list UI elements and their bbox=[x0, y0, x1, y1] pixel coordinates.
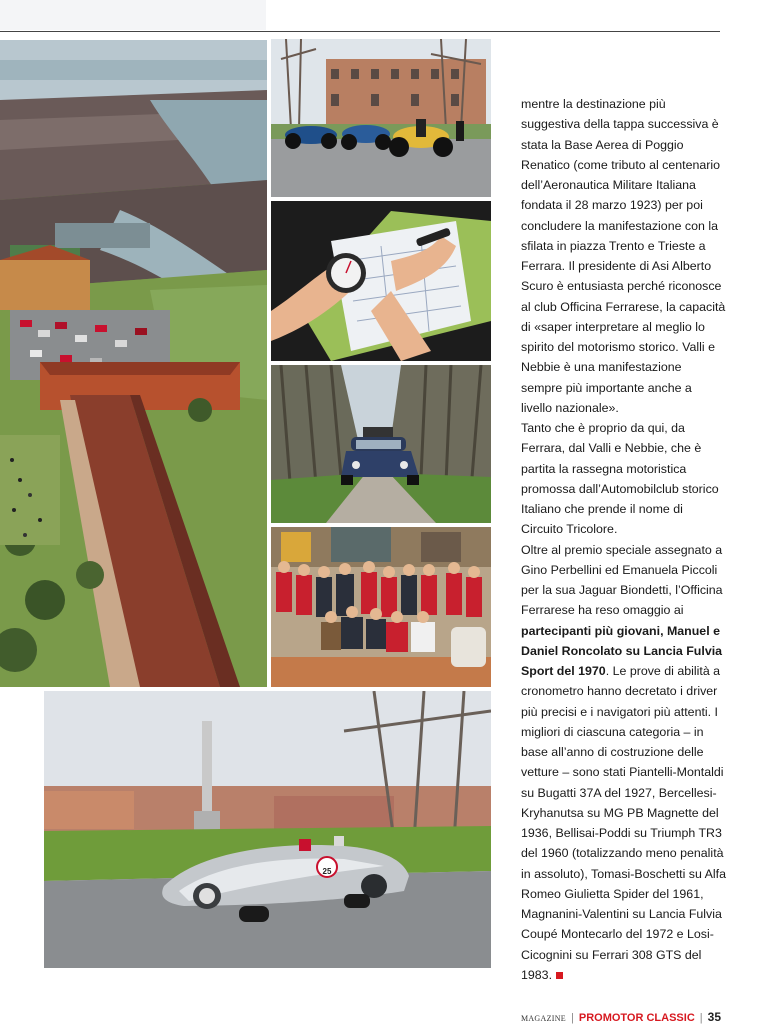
page-footer bbox=[521, 1010, 721, 1024]
photo-car-tree-avenue bbox=[271, 365, 491, 523]
photo-group-participants bbox=[271, 527, 491, 687]
end-mark-icon bbox=[556, 972, 563, 979]
photo-stopwatch-roadbook bbox=[271, 201, 491, 361]
race-number-plate: 25 bbox=[322, 867, 332, 876]
article-paragraph-3 bbox=[521, 540, 726, 986]
article-bold-highlight: partecipanti più giovani, Manuel e Daniel Roncolato su Lancia Fulvia Sport del 1970 bbox=[521, 623, 723, 678]
article-paragraph-2: Tanto che è proprio da qui, da Ferrara, dal Valli e Nebbie, che è partita la rassegna motoristica promossa dall’Automobilclub storico Italiano che prende il nome di Circuito Tricolore. bbox=[521, 421, 719, 537]
photo-silver-racecar bbox=[44, 691, 491, 968]
photo-aerial-estate bbox=[0, 40, 267, 687]
footer-magazine-label: MAGAZINE bbox=[520, 1014, 566, 1023]
footer-separator-2: | bbox=[699, 1012, 703, 1024]
footer-brand: PROMOTOR CLASSIC bbox=[578, 1012, 695, 1024]
article-paragraph-3-intro: Oltre al premio speciale assegnato a Gino Perbellini ed Emanuela Piccoli per la sua Jaguar Biondetti, l’Officina Ferrarese ha reso omaggio ai bbox=[521, 542, 723, 618]
footer-separator: | bbox=[571, 1012, 574, 1024]
article-body bbox=[521, 94, 726, 985]
photo-vintage-cars-piazza bbox=[271, 39, 491, 197]
article-paragraph-3-rest: . Le prove di abilità a cronometro hanno decretato i driver più precisi e i navigatori più attenti. I migliori di ciascuna categoria – in base all’anno di costruzione delle vetture – sono stati Piantelli-Montaldi su Bugatti 37A del 1927, Bercellesi-Kryhanutsa su MG PB Magnette del 1936, Bellisai-Poddi su Triumph TR3 del 1960 (totalizzando meno penalità in assoluto), Tomasi-Boschetti su Alfa Romeo Giulietta Spider del 1961, Magnanini-Valentini su Lancia Fulvia Coupé Montecarlo del 1972 e Losi-Cicognini su Ferrari 308 GTS del 1983. bbox=[521, 664, 727, 982]
top-bar bbox=[0, 0, 266, 30]
article-paragraph-1: mentre la destinazione più suggestiva della tappa successiva è stata la Base Aerea di Poggio Renatico (come tributo al centenario dell’Aeronautica Militare Italiana fondata il 28 marzo 1923) per poi concludere la manifestazione con la sfilata in piazza Trento e Trieste a Ferrara. Il presidente di Asi Alberto Scuro è entusiasta perché riconosce al club Officina Ferrarese, la capacità di «saper interpretare al meglio lo spirito del motorismo storico. Valli e Nebbie è una manifestazione sempre più importante anche a livello nazionale». bbox=[521, 97, 726, 415]
header-rule bbox=[0, 31, 720, 32]
page-number: 35 bbox=[707, 1010, 721, 1024]
